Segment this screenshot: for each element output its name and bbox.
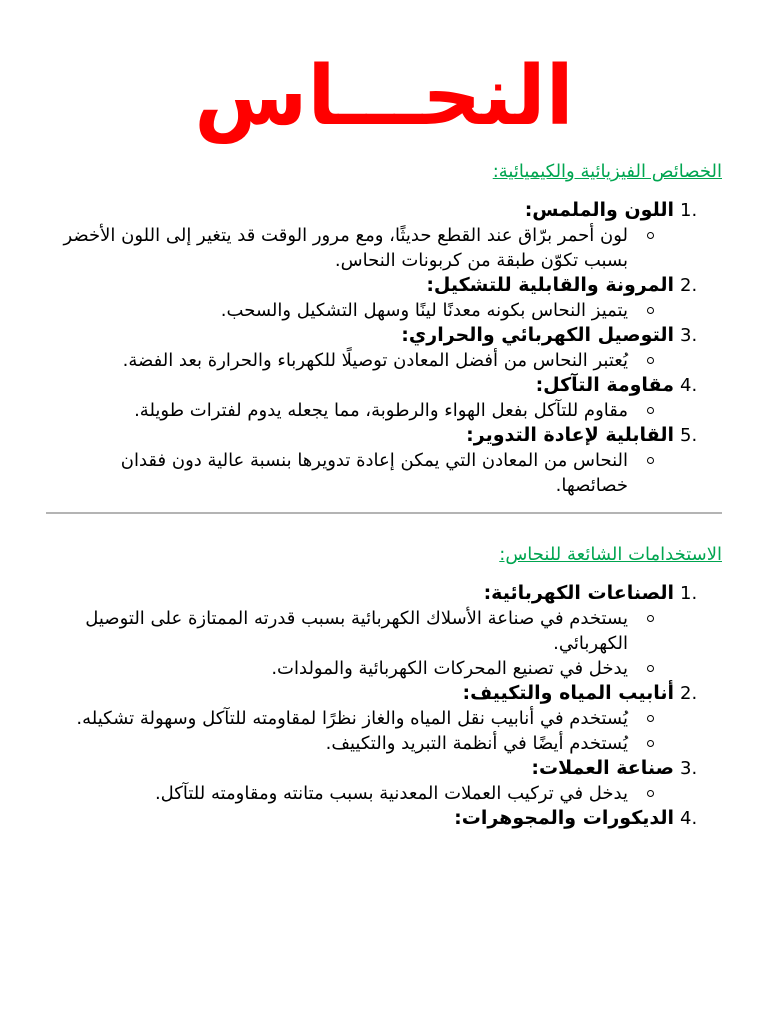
uses-list <box>46 581 722 831</box>
sub-list-item <box>46 706 674 731</box>
sub-list <box>46 223 674 273</box>
sub-item-text: يتميز النحاس بكونه معدنًا لينًا وسهل التشكيل والسحب. <box>220 300 628 321</box>
list-item <box>46 681 722 756</box>
item-title: الديكورات والمجوهرات: <box>454 807 674 829</box>
item-title: التوصيل الكهربائي والحراري: <box>401 324 674 346</box>
circle-bullet-icon <box>647 615 654 622</box>
sub-item-text: يُستخدم في أنابيب نقل المياه والغاز نظرًا لمقاومته للتآكل وسهولة تشكيله. <box>76 708 628 729</box>
sub-list-item <box>46 448 674 498</box>
circle-bullet-icon <box>647 307 654 314</box>
item-title: المرونة والقابلية للتشكيل: <box>426 274 674 296</box>
circle-bullet-icon <box>647 357 654 364</box>
sub-item-text: النحاس من المعادن التي يمكن إعادة تدويرها بنسبة عالية دون فقدان خصائصها. <box>120 450 628 496</box>
sub-list <box>46 298 674 323</box>
section-heading-properties: الخصائص الفيزيائية والكيميائية: <box>492 161 722 182</box>
sub-item-text: مقاوم للتآكل بفعل الهواء والرطوبة، مما يجعله يدوم لفترات طويلة. <box>134 400 628 421</box>
sub-item-text: يُعتبر النحاس من أفضل المعادن توصيلًا للكهرباء والحرارة بعد الفضة. <box>122 350 628 371</box>
circle-bullet-icon <box>647 715 654 722</box>
sub-list-item <box>46 298 674 323</box>
section-divider <box>46 512 722 514</box>
list-item <box>46 756 722 806</box>
circle-bullet-icon <box>647 232 654 239</box>
sub-list-item <box>46 731 674 756</box>
sub-list <box>46 398 674 423</box>
properties-list <box>46 198 722 498</box>
item-number: 1. <box>680 583 698 604</box>
item-number: 2. <box>680 275 698 296</box>
circle-bullet-icon <box>647 665 654 672</box>
item-title: مقاومة التآكل: <box>535 374 674 396</box>
sub-list <box>46 448 674 498</box>
list-item <box>46 423 722 498</box>
list-item <box>46 198 722 273</box>
item-number: 3. <box>680 325 698 346</box>
item-number: 4. <box>680 375 698 396</box>
item-number: 3. <box>680 758 698 779</box>
circle-bullet-icon <box>647 407 654 414</box>
sub-item-text: يُستخدم أيضًا في أنظمة التبريد والتكييف. <box>325 733 628 754</box>
list-item <box>46 806 722 831</box>
sub-list-item <box>46 656 674 681</box>
sub-item-text: يدخل في تركيب العملات المعدنية بسبب متانته ومقاومته للتآكل. <box>154 783 628 804</box>
sub-item-text: يدخل في تصنيع المحركات الكهربائية والمولدات. <box>271 658 628 679</box>
sub-list-item <box>46 781 674 806</box>
sub-item-text: لون أحمر برّاق عند القطع حديثًا، ومع مرور الوقت قد يتغير إلى اللون الأخضر بسبب تكوّن طبقة من كربونات النحاس. <box>63 225 628 271</box>
sub-list-item <box>46 223 674 273</box>
item-title: أنابيب المياه والتكييف: <box>462 682 674 704</box>
sub-list-item <box>46 348 674 373</box>
page-title: النحـــاس <box>194 49 574 144</box>
sub-list <box>46 348 674 373</box>
sub-item-text: يستخدم في صناعة الأسلاك الكهربائية بسبب قدرته الممتازة على التوصيل الكهربائي. <box>85 608 628 654</box>
item-number: 5. <box>680 425 698 446</box>
circle-bullet-icon <box>647 790 654 797</box>
sub-list <box>46 781 674 806</box>
list-item <box>46 581 722 681</box>
item-title: صناعة العملات: <box>531 757 674 779</box>
list-item <box>46 273 722 323</box>
list-item <box>46 373 722 423</box>
item-number: 1. <box>680 200 698 221</box>
sub-list-item <box>46 606 674 656</box>
sub-list <box>46 706 674 756</box>
circle-bullet-icon <box>647 740 654 747</box>
item-title: الصناعات الكهربائية: <box>483 582 674 604</box>
sub-list <box>46 606 674 681</box>
section-heading-uses: الاستخدامات الشائعة للنحاس: <box>499 544 722 565</box>
item-number: 2. <box>680 683 698 704</box>
item-number: 4. <box>680 808 698 829</box>
list-item <box>46 323 722 373</box>
circle-bullet-icon <box>647 457 654 464</box>
item-title: القابلية لإعادة التدوير: <box>466 424 674 446</box>
sub-list-item <box>46 398 674 423</box>
item-title: اللون والملمس: <box>524 199 674 221</box>
